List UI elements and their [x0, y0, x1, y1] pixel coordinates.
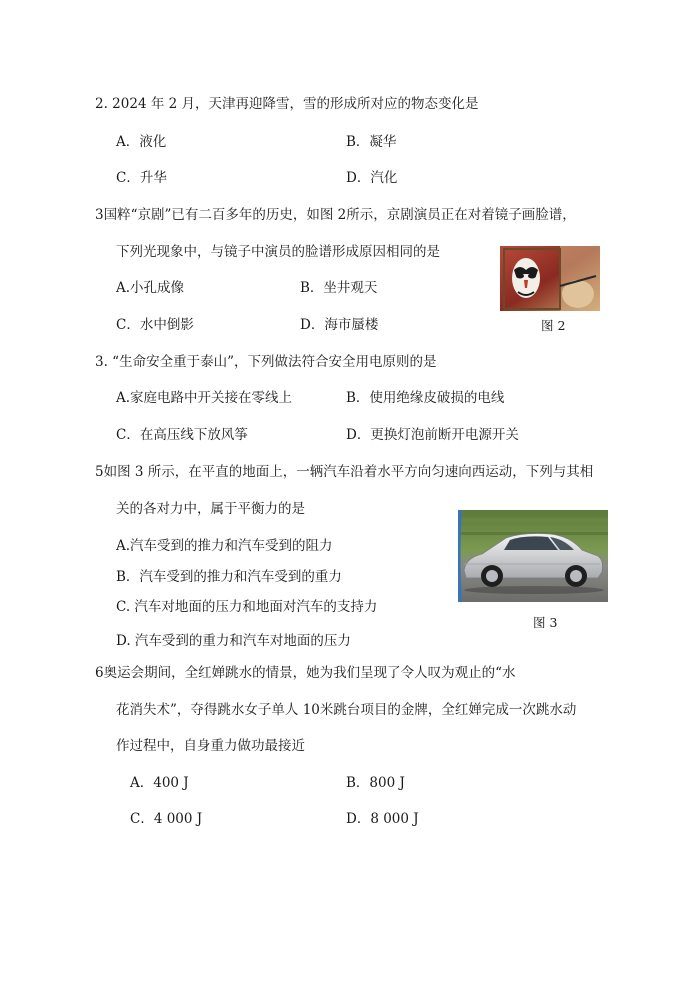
option-a: A.小孔成像 — [116, 280, 185, 296]
option-d: D．海市蜃楼 — [300, 317, 379, 333]
car-figure — [458, 510, 608, 602]
question-stem: 6奥运会期间，全红婵跳水的情景，她为我们呈现了令人叹为观止的“水 — [95, 665, 516, 681]
question-stem: 5如图 3 所示，在平直的地面上，一辆汽车沿着水平方向匀速向西运动，下列与其相 — [95, 464, 594, 480]
question-stem: 关的各对力中，属于平衡力的是 — [116, 501, 305, 517]
option-a: A.汽车受到的推力和汽车受到的阻力 — [116, 538, 333, 554]
option-b: B．使用绝缘皮破损的电线 — [346, 390, 505, 406]
option-d: D. 汽车受到的重力和汽车对地面的压力 — [116, 633, 351, 649]
option-b: B．800 J — [346, 775, 405, 791]
option-c: C．在高压线下放风筝 — [116, 427, 248, 443]
question-stem: 作过程中，自身重力做功最接近 — [116, 738, 305, 754]
option-b: B．汽车受到的推力和汽车受到的重力 — [116, 569, 342, 585]
option-c: C．4 000 J — [130, 811, 203, 827]
question-stem: 花消失术”，夺得跳水女子单人 10米跳台项目的金牌，全红婵完成一次跳水动 — [116, 702, 577, 718]
figure-caption: 图 3 — [533, 615, 558, 630]
question-stem: 3. “生命安全重于泰山”，下列做法符合安全用电原则的是 — [95, 354, 437, 370]
option-c: C. 汽车对地面的压力和地面对汽车的支持力 — [116, 599, 378, 615]
option-a: A.家庭电路中开关接在零线上 — [116, 390, 293, 406]
option-c: C．升华 — [116, 170, 167, 186]
option-c: C．水中倒影 — [116, 317, 194, 333]
option-b: B．坐井观天 — [300, 280, 378, 296]
option-a: A．400 J — [130, 775, 189, 791]
option-a: A．液化 — [116, 134, 167, 150]
opera-mirror-figure — [500, 246, 600, 311]
question-stem: 下列光现象中，与镜子中演员的脸谱形成原因相同的是 — [116, 244, 440, 260]
question-stem: 3国粹“京剧”已有二百多年的历史，如图 2所示，京剧演员正在对着镜子画脸谱， — [95, 207, 576, 223]
option-d: D．更换灯泡前断开电源开关 — [346, 427, 519, 443]
question-stem: 2. 2024 年 2 月，天津再迎降雪，雪的形成所对应的物态变化是 — [95, 96, 479, 112]
option-d: D．汽化 — [346, 170, 398, 186]
option-d: D．8 000 J — [346, 811, 419, 827]
figure-caption: 图 2 — [541, 318, 566, 333]
option-b: B．凝华 — [346, 134, 397, 150]
